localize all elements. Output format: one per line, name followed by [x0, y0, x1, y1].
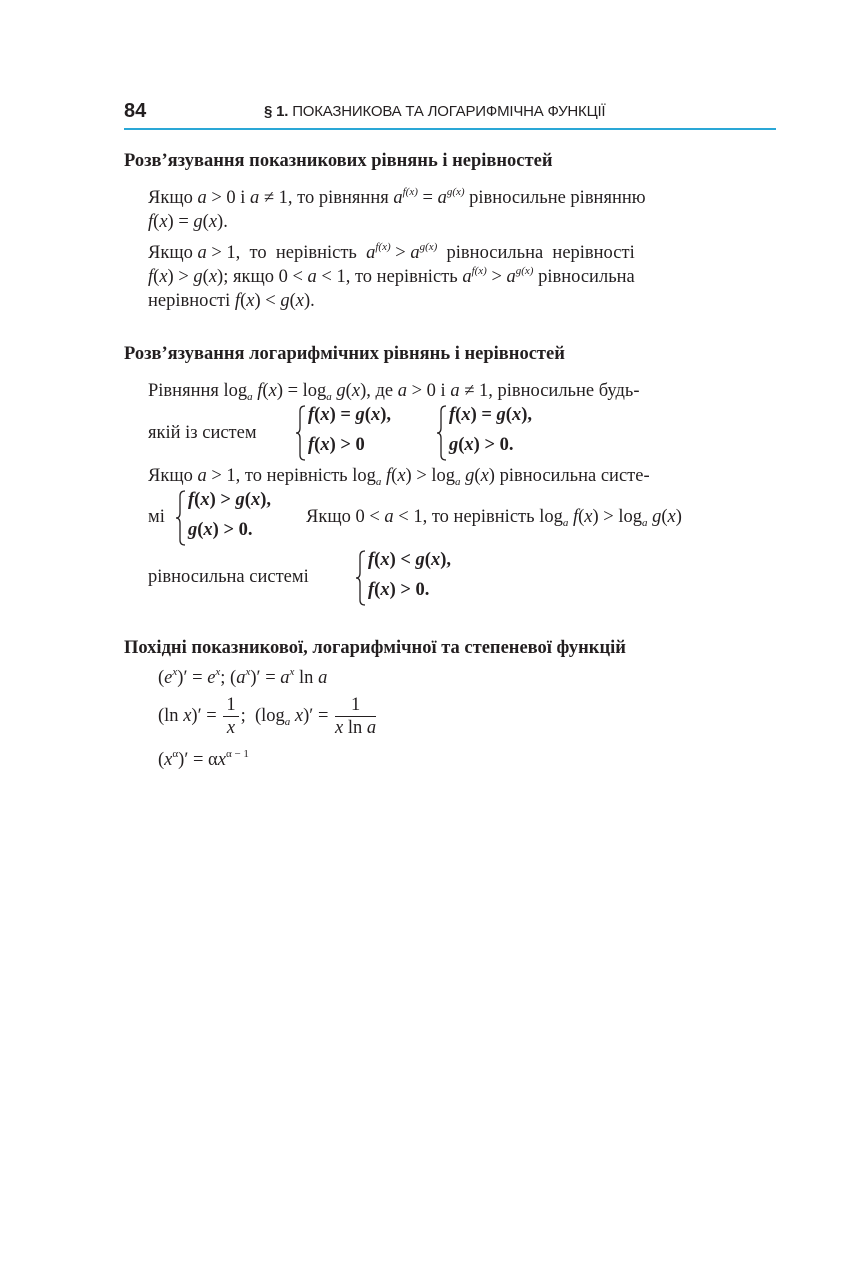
log-eq-text: Рівняння — [148, 381, 219, 401]
page-number: 84 — [124, 100, 147, 122]
header-rule — [124, 128, 776, 130]
system-2-line-1: f(x) = g(x), — [449, 405, 533, 425]
system-2 — [437, 405, 567, 461]
log-eq-mid: де — [375, 381, 394, 401]
exp-ineq-line-1: Якщо a > 1, то нерівність $a^{f(x)} > a^{g(x)}$ рівносильна нерівності — [148, 241, 635, 263]
log-ineq-prefix: мі — [148, 507, 165, 527]
brace-icon — [356, 550, 366, 606]
system-4-line-2: f(x) > 0. — [368, 580, 430, 600]
section-heading-derivatives: Похідні показникової, логарифмічної та степеневої функцій — [124, 638, 626, 658]
page-header — [124, 100, 776, 130]
fraction-1-over-xlna: $\frac{1}{\text{x ln a}}$ — [335, 695, 377, 738]
system-3 — [176, 490, 306, 546]
exp-ineq-line-3: нерівності f(x) < g(x). — [148, 291, 315, 311]
log-eq-line-2: якій із систем — [148, 423, 257, 443]
fraction-1-over-x: $\frac{1}{x}$ — [223, 694, 238, 739]
brace-icon — [296, 405, 306, 461]
log-ineq-line-2-text: Якщо — [306, 507, 351, 527]
log-ineq-text: Якщо — [148, 466, 193, 486]
exp-ineq-line-2: f(x) > g(x); якщо 0 < a < 1, то нерівність $a^{f(x)} > a^{g(x)}$ рівносильна — [148, 265, 635, 287]
log-ineq-end: рівносильна систе- — [499, 466, 650, 486]
system-2-line-2: g(x) > 0. — [449, 435, 514, 455]
log-ineq-line-2-mid: то нерівність — [431, 507, 535, 527]
log-eq-end: рівносильне будь- — [497, 381, 640, 401]
log-ineq-line-3: рівносильна системі — [148, 567, 309, 587]
system-1-line-1: f(x) = g(x), — [308, 405, 392, 425]
system-3-line-2: g(x) > 0. — [188, 520, 253, 540]
derivative-exp: $(e^x)' = e^x$; $(a^x)' = a^x$ ln a — [158, 666, 328, 688]
exp-eq-line-1: Якщо a > 0 і a ≠ 1, то рівняння $a^{f(x)} = a^{g(x)}$ рівносильне рівнянню — [148, 186, 646, 208]
derivative-log: (ln x)′ = $\frac{1}{x}$ ; ($\log_a$ x)′ = $\frac{1}{\text{x ln a}}$ — [158, 695, 377, 738]
brace-icon — [176, 490, 186, 546]
system-4-line-1: f(x) < g(x), — [368, 550, 452, 570]
exp-eq-line-2: f(x) = g(x). — [148, 212, 228, 232]
section-heading-log: Розв’язування логарифмічних рівнянь і нерівностей — [124, 344, 565, 364]
section-sign: § 1. — [264, 103, 289, 120]
section-title: ПОКАЗНИКОВА ТА ЛОГАРИФМІЧНА ФУНКЦІЇ — [292, 103, 606, 120]
system-1 — [296, 405, 426, 461]
running-title — [264, 103, 605, 120]
system-3-line-1: f(x) > g(x), — [188, 490, 272, 510]
derivative-power: $(x^\alpha)' = \alpha x^{\alpha - 1}$ — [158, 748, 249, 770]
brace-icon — [437, 405, 447, 461]
section-heading-exponential: Розв’язування показникових рівнянь і нерівностей — [124, 151, 553, 171]
system-1-line-2: f(x) > 0 — [308, 435, 365, 455]
system-4 — [356, 550, 486, 606]
log-ineq-line-2: Якщо 0 < a < 1, то нерівність $\log_a f(x) > \log_a g(x)$ — [306, 507, 682, 529]
log-eq-line-1: Рівняння $\log_a f(x) = \log_a g(x)$, де a > 0 і a ≠ 1, рівносильне будь- — [148, 381, 640, 403]
log-ineq-mid: то нерівність — [244, 466, 348, 486]
log-ineq-line-1: Якщо a > 1, то нерівність $\log_a f(x) > \log_a g(x)$ рівносильна систе- — [148, 466, 650, 488]
